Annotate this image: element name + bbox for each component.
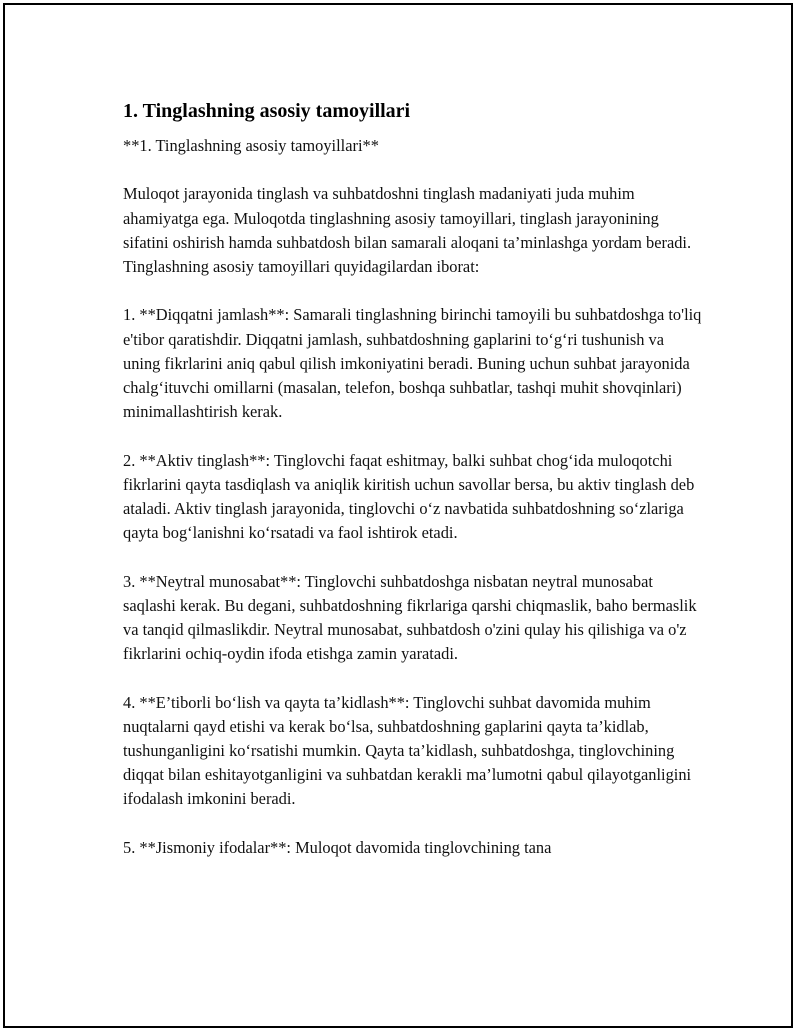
principle-focus-paragraph: 1. **Diqqatni jamlash**: Samarali tinglashning birinchi tamoyili bu suhbatdoshga to'liq e'tibor qaratishdir. Diqqatni jamlash, suhbatdoshning gaplarini to‘g‘ri tushunish va uning fikrlarini aniq qabul qilish imkoniyatini beradi. Buning uchun suhbat jarayonida chalg‘ituvchi omillarni (masalan, telefon, boshqa suhbatlar, tashqi muhit shovqinlari) minimallashtirish kerak.: [123, 305, 702, 422]
document-body: [123, 98, 703, 884]
page-frame: [3, 3, 793, 1028]
principle-active-listening-paragraph: 2. **Aktiv tinglash**: Tinglovchi faqat eshitmay, balki suhbat chog‘ida muloqotchi fikrlarini qayta tasdiqlash va aniqlik kiritish uchun savollar bersa, bu aktiv tinglash deb ataladi. Aktiv tinglash jarayonida, tinglovchi o‘z navbatida suhbatdoshning so‘zlariga qayta bog‘lanishni ko‘rsatadi va faol ishtirok etadi.: [123, 450, 695, 543]
section-heading: 1. Tinglashning asosiy tamoyillari: [123, 100, 411, 122]
principle-body-language-paragraph: 5. **Jismoniy ifodalar**: Muloqot davomida tinglovchining tana: [123, 837, 552, 857]
principle-attention-restating-paragraph: 4. **E’tiborli bo‘lish va qayta ta’kidlash**: Tinglovchi suhbat davomida muhim nuqtalarni qayd etishi va kerak bo‘lsa, suhbatdoshning gaplarini qayta ta’kidlab, tushunganligini ko‘rsatishi mumkin. Qayta ta’kidlash, suhbatdoshga, tinglovchining diqqat bilan eshitayotganligini va suhbatdan kerakli ma’lumotni qabul qilayotganligini ifodalash imkonini beradi.: [123, 692, 692, 809]
subheading-paragraph: **1. Tinglashning asosiy tamoyillari**: [123, 136, 379, 155]
intro-paragraph: Muloqot jarayonida tinglash va suhbatdoshni tinglash madaniyati juda muhim ahamiyatga ega. Muloqotda tinglashning asosiy tamoyillari, tinglash jarayonining sifatini oshirish hamda suhbatdosh bilan samarali aloqani ta’minlashga yordam beradi. Tinglashning asosiy tamoyillari quyidagilardan iborat:: [123, 184, 692, 276]
principle-neutral-attitude-paragraph: 3. **Neytral munosabat**: Tinglovchi suhbatdoshga nisbatan neytral munosabat saqlashi kerak. Bu degani, suhbatdoshning fikrlariga qarshi chiqmaslik, baho bermaslik va tanqid qilmaslikdir. Neytral munosabat, suhbatdosh o'zini qulay his qilishiga va o'z fikrlarini ochiq-oydin ifoda etishga zamin yaratadi.: [123, 571, 697, 664]
